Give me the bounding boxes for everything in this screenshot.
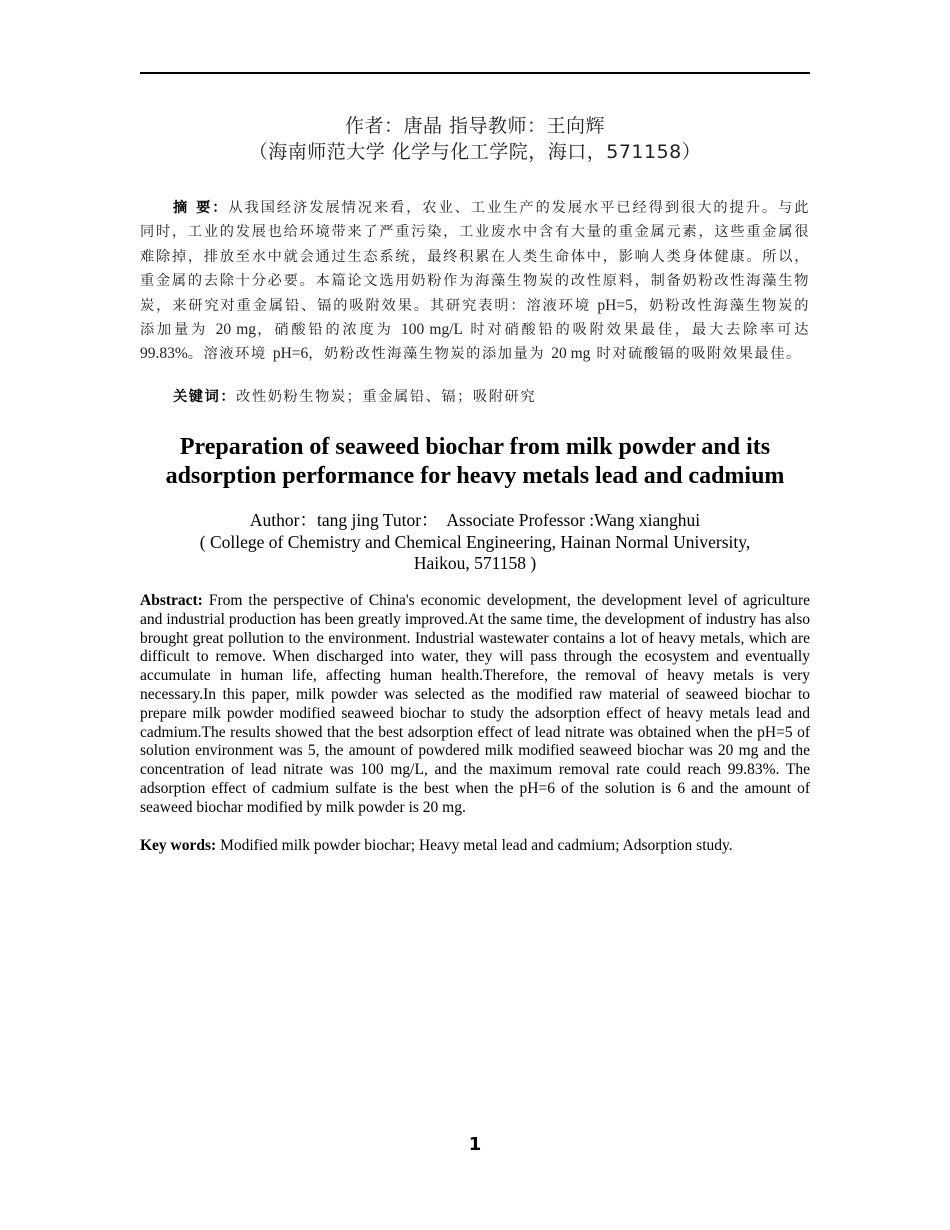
en-abstract	[140, 592, 810, 818]
cn-ph5: pH=5	[597, 296, 633, 314]
cn-affiliation-line: （海南师范大学 化学与化工学院，海口，571158）	[248, 141, 702, 163]
en-affiliation-line-1: ( College of Chemistry and Chemical Engineering, Hainan Normal University,	[199, 531, 751, 552]
en-keywords-text: Modified milk powder biochar; Heavy metal lead and cadmium; Adsorption study.	[216, 837, 733, 854]
cn-keywords-text: 改性奶粉生物炭；重金属铅、镉；吸附研究	[236, 389, 537, 405]
cn-conc: 100 mg/L	[401, 321, 463, 339]
cn-abstract-paragraph	[140, 196, 810, 367]
cn-abstract-text: 从我国经济发展情况来看，农业、工业生产的发展水平已经得到很大的提升。与此同时，工业的发展也给环境带来了严重污染，工业废水中含有大量的重金属元素，这些重金属很难除掉，排放至水中就会通过生态系统，最终积累在人类生命体中，影响人类身体健康。所以，重金属的去除十分必要。本篇论文选用奶粉作为海藻生物炭的改性原料，制备奶粉改性海藻生物炭，来研究对重金属铅、镉的吸附效果。其研究表明：溶液环境	[140, 200, 810, 314]
cn-abstract	[140, 196, 810, 367]
cn-authors-line: 作者：唐晶 指导教师：王向辉	[344, 115, 606, 137]
en-title-line-2: adsorption performance for heavy metals lead and cadmium	[165, 463, 785, 489]
cn-rate: 99.83%	[140, 345, 188, 363]
cn-keywords-label: 关键词：	[173, 389, 237, 405]
cn-keywords	[140, 385, 810, 409]
header-rule	[140, 72, 810, 74]
cn-author-block	[140, 113, 810, 165]
cn-abstract-text: ，奶粉改性海藻生物炭的添加量为	[308, 346, 552, 363]
en-affiliation-line-2: Haikou, 571158 )	[413, 553, 537, 573]
cn-abstract-text: 时对硝酸铅的吸附效果最佳，最大去除率可达	[462, 322, 810, 339]
cn-abstract-text: 。溶液环境	[187, 346, 273, 363]
en-title-line-1: Preparation of seaweed biochar from milk powder and its	[179, 434, 771, 460]
cn-abstract-label: 摘 要：	[173, 200, 229, 216]
page-number: 1	[468, 1134, 482, 1155]
cn-ph6: pH=6	[272, 345, 309, 363]
en-author-block	[140, 510, 810, 575]
cn-abstract-text: 时对硫酸镉的吸附效果最佳。	[590, 346, 802, 363]
en-abstract-text: From the perspective of China's economic development, the development level of agriculture and industrial production has been greatly improved.At the same time, the development of industry has also brought great pollution to the environment. Industrial wastewater contains a lot of heavy metals, which are difficult to remove. When discharged into water, they will pass through the ecosystem and eventually accumulate in human life, affecting human health.Therefore, the removal of heavy metals is very necessary.In this paper, milk powder was selected as the modified raw material of seaweed biochar to prepare milk powder modified seaweed biochar to study the adsorption effect of heavy metals lead and cadmium.The results showed that the best adsorption effect of lead nitrate was obtained when the pH=5 of solution environment was 5, the amount of powdered milk modified seaweed biochar was 20 mg and the concentration of lead nitrate was 100 mg/L, and the maximum removal rate could reach 99.83%. The adsorption effect of cadmium sulfate is the best when the pH=6 of the solution is 6 and the amount of seaweed biochar modified by milk powder is 20 mg.	[140, 592, 810, 816]
en-abstract-label: Abstract:	[140, 592, 203, 609]
en-keywords	[140, 836, 810, 855]
cn-abstract-text: ，奶粉改性海藻生物炭的添加量为	[140, 297, 810, 339]
en-authors-line: Author：tang jing Tutor： Associate Professor :Wang xianghui	[249, 510, 701, 530]
en-title	[140, 433, 810, 491]
cn-dose2: 20 mg	[551, 345, 591, 363]
en-keywords-label: Key words:	[140, 837, 217, 854]
cn-abstract-text: ，硝酸铅的浓度为	[256, 322, 402, 339]
cn-dose1: 20 mg	[215, 321, 257, 339]
